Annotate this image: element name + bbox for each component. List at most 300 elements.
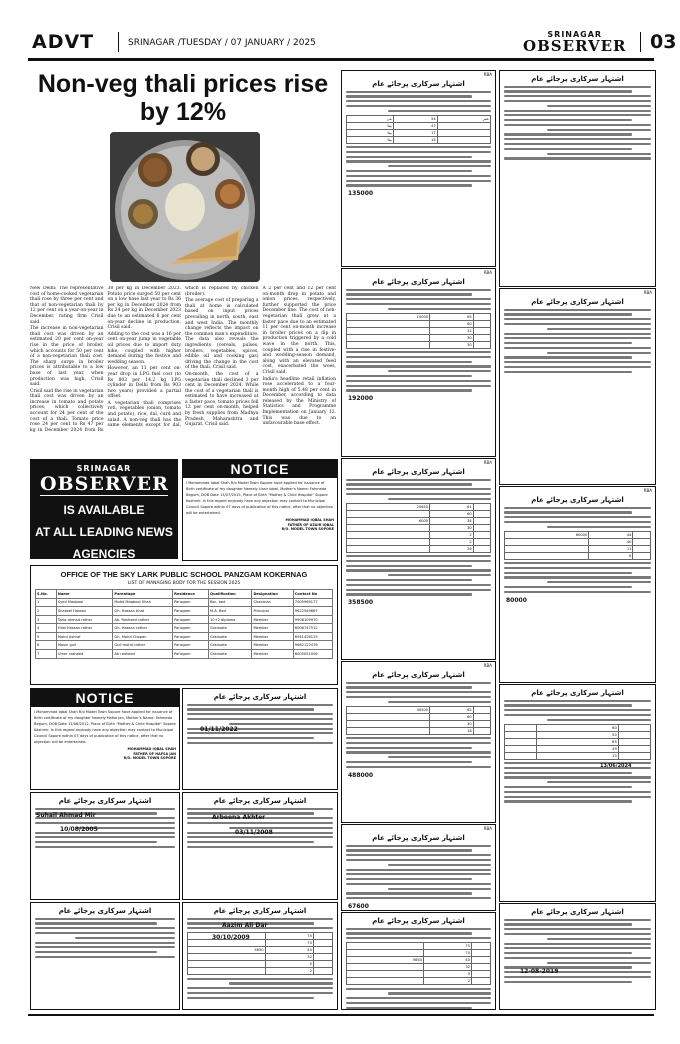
text-line — [187, 742, 333, 744]
text-line — [346, 932, 472, 934]
table-row — [347, 320, 491, 327]
text-line — [346, 160, 491, 162]
table-cell — [473, 313, 490, 320]
notice-heading: اشتہار سرکاری پرجائے عام — [531, 689, 624, 697]
text-line — [504, 572, 632, 574]
notice-title: NOTICE — [31, 689, 179, 707]
text-line — [35, 927, 175, 929]
table-row — [188, 967, 333, 974]
table-row — [36, 598, 333, 607]
amount: 488000 — [348, 771, 374, 779]
text-line — [346, 356, 491, 358]
text-line — [346, 569, 491, 571]
table-cell: 65 — [537, 738, 618, 745]
text-line — [346, 696, 491, 698]
table-cell — [471, 956, 490, 963]
text-line — [346, 151, 491, 153]
text-line — [388, 864, 491, 866]
table-row — [36, 624, 333, 633]
table-cell: 17 — [393, 129, 437, 136]
table-cell — [505, 752, 537, 759]
table-cell: بیٹا — [347, 122, 394, 129]
table-row — [347, 503, 491, 510]
text-line — [35, 956, 175, 958]
table-cell — [473, 503, 490, 510]
text-line — [504, 704, 632, 706]
text-line — [504, 567, 651, 569]
notice-tag — [500, 904, 655, 906]
applicant-name: Suhail Ahmad Mir — [36, 812, 96, 819]
text-line — [35, 808, 175, 810]
notice-signature: R/O. MODEL TOWN SOPORE — [281, 527, 334, 531]
table-cell: 6006747512 — [293, 624, 332, 633]
notice-tag: RBA — [483, 663, 492, 668]
text-line — [504, 309, 651, 311]
table-row — [347, 949, 491, 956]
promo-line: AGENCIES — [72, 547, 136, 561]
table-cell — [473, 341, 490, 348]
table-cell: بیٹا — [347, 129, 394, 136]
table-cell — [471, 942, 490, 949]
notice-heading: اشتہار سرکاری پرجائے عام — [58, 907, 152, 915]
text-line — [187, 978, 333, 980]
column-header: Name — [56, 590, 113, 599]
table-cell — [505, 731, 537, 738]
text-line — [346, 479, 491, 481]
table-cell — [347, 713, 430, 720]
thali-photo — [110, 132, 260, 282]
text-line — [346, 91, 491, 93]
table-cell: 5 — [423, 970, 471, 977]
text-line — [187, 737, 314, 739]
table-cell: 75 — [423, 942, 471, 949]
table-cell — [437, 136, 490, 143]
table-row — [347, 713, 491, 720]
text-line — [187, 822, 333, 824]
table-cell: 8 — [589, 552, 633, 559]
text-line — [346, 555, 491, 557]
table-cell: Panzgam — [173, 632, 209, 641]
text-line — [35, 932, 175, 934]
text-line — [504, 119, 632, 121]
table-cell — [473, 510, 490, 517]
notice-tag — [31, 793, 179, 795]
text-line — [346, 380, 491, 382]
table-cell: 70 — [423, 949, 471, 956]
amount: 192000 — [348, 395, 374, 403]
urdu-notice — [341, 458, 496, 660]
text-line — [346, 686, 472, 688]
table-cell: 32 — [265, 953, 313, 960]
article-paragraph: However, an 11 per cent on-year drop in LPG fuel cost (to Rs 803 per 14.2 kg LPG cylinder in Delhi from Rs 903 two years) provided a partial offset. — [107, 366, 181, 400]
table-row — [347, 341, 491, 348]
table-cell — [473, 727, 490, 734]
table-cell: Panzgam — [173, 607, 209, 616]
table-cell: Member — [252, 650, 293, 659]
text-line — [75, 937, 175, 939]
text-line — [504, 800, 632, 802]
table-cell — [473, 720, 490, 727]
table-cell: 6005051006 — [293, 650, 332, 659]
column-header: Qualification — [209, 590, 252, 599]
date-field: 12-08-2019 — [520, 968, 559, 975]
text-line — [504, 100, 651, 102]
table-cell: بٹی — [347, 115, 394, 122]
table-cell: 60 — [430, 713, 474, 720]
applicant-name: Aazim Ali Dar — [222, 922, 268, 929]
divider — [118, 32, 119, 52]
table-cell — [473, 713, 490, 720]
text-line — [346, 589, 491, 591]
text-line — [187, 704, 333, 706]
table-cell: Mohd Maqbool Shah — [113, 598, 173, 607]
notice-heading: اشتہار سرکاری پرجائے عام — [531, 496, 624, 504]
text-line — [187, 836, 333, 838]
article-paragraph: On-month, the cost of a vegetarian thali declined 3 per cent in December 2024. While the cost of a vegetarian thali is estimated to have increased at a faster pace, tomato prices fell 12 per cent on-month, helped by fresh supplies from Madhya Pradesh, Maharashtra and Gujarat, Crisil said. — [185, 371, 259, 428]
heirs-table — [504, 724, 651, 760]
table-cell: Graduate — [209, 624, 252, 633]
table-row — [347, 977, 491, 984]
table-cell: 49 — [537, 745, 618, 752]
text-line — [504, 591, 651, 593]
school-notice — [30, 565, 338, 685]
table-row — [36, 615, 333, 624]
table-row — [188, 939, 333, 946]
table-row — [347, 517, 491, 524]
text-line — [346, 293, 472, 295]
table-cell: 40 — [423, 956, 471, 963]
text-line — [346, 892, 472, 894]
table-row — [347, 136, 491, 143]
table-cell — [347, 545, 430, 552]
table-cell — [347, 327, 430, 334]
heirs-table — [504, 531, 651, 560]
text-line — [346, 761, 472, 763]
table-cell: 14 — [393, 136, 437, 143]
text-line — [504, 791, 651, 793]
urdu-notice — [499, 903, 656, 1010]
text-line — [504, 976, 651, 978]
table-row — [347, 334, 491, 341]
text-line — [346, 180, 491, 182]
table-cell: Member — [252, 632, 293, 641]
text-line — [504, 772, 632, 774]
table-row — [347, 727, 491, 734]
notice-heading: اشتہار سرکاری پرجائے عام — [372, 80, 465, 88]
column-header: Parentage — [113, 590, 173, 599]
column-header: S.No. — [36, 590, 57, 599]
notice-signature: R/O. MODEL TOWN SOPORE — [123, 756, 176, 760]
notice-tag: RBA — [483, 72, 492, 77]
table-row — [347, 129, 491, 136]
text-line — [547, 962, 652, 964]
date-line: SRINAGAR /TUESDAY / 07 JANUARY / 2025 — [128, 38, 316, 48]
table-cell — [633, 538, 651, 545]
text-line — [504, 95, 651, 97]
table-cell: 10000 — [347, 313, 430, 320]
notice-body: I Mohammad Iqbal Shah R/o Model Town Sopore have applied for issuance of Birth certificate of my daughter Namely Uzair Iqbal, Mother's Name: Fahmeda Begum, DOB Date 13/07/2015, Place of Birth "Mother & Child Hospital" Sopore Kashmir. In this regard anybody have any objection may contact to Municipal Council Sopore within 07 days of publication of this notice, after that no objection will be entertained. — [186, 481, 334, 515]
table-row — [347, 524, 491, 531]
notice-tag: RBA — [643, 290, 652, 295]
text-line — [504, 313, 632, 315]
text-line — [346, 1002, 491, 1004]
table-row — [188, 960, 333, 967]
text-line — [388, 110, 491, 112]
notice-heading: اشتہار سرکاری پرجائے عام — [213, 797, 307, 805]
text-line — [346, 742, 491, 744]
table-cell — [505, 724, 537, 731]
table-cell: 11 — [589, 545, 633, 552]
table-cell: Panzgam — [173, 624, 209, 633]
column-header: Designation — [252, 590, 293, 599]
table-row — [347, 970, 491, 977]
notice-tag — [500, 71, 655, 73]
table-cell: 54 — [393, 115, 437, 122]
text-line — [504, 138, 651, 140]
table-cell: 2 — [430, 531, 474, 538]
table-row — [188, 953, 333, 960]
table-cell: Member — [252, 641, 293, 650]
table-cell — [347, 538, 430, 545]
heirs-table — [346, 942, 491, 985]
promo-line: IS AVAILABLE — [63, 503, 145, 517]
text-line — [346, 845, 491, 847]
notice-heading: اشتہار سرکاری پرجائے عام — [372, 468, 465, 476]
table-cell: 30 — [430, 720, 474, 727]
table-cell: Graduate — [209, 632, 252, 641]
text-line — [187, 713, 333, 715]
table-cell — [347, 510, 430, 517]
text-line — [346, 937, 491, 939]
notice-tag — [183, 793, 337, 795]
notice-tag — [342, 913, 495, 915]
table-cell — [347, 977, 424, 984]
text-line — [504, 361, 651, 363]
text-line — [504, 110, 651, 112]
table-cell — [618, 724, 650, 731]
text-line — [504, 562, 651, 564]
text-line — [35, 946, 175, 948]
text-line — [346, 560, 491, 562]
article-paragraph: India's headline retail inflation rose accelerated to a four-month high of 5.48 per cent in December, according to data released by the Ministry of Statistics and Programme Implementation on January 12. This was due to an unfavourable base effect. — [262, 376, 336, 427]
table-cell — [313, 953, 332, 960]
text-line — [547, 105, 652, 107]
table-row — [347, 942, 491, 949]
urdu-notice — [30, 792, 180, 900]
article-paragraph: A vegetarian thali comprises roti, vegetables (onion, tomato and potato), rice, dal, curd and salad. A non-veg thali has the same elements except for dal, which is replaced by chicken (broiler). — [107, 286, 259, 429]
table-cell: 65 — [430, 313, 474, 320]
urdu-notice — [341, 70, 496, 267]
table-cell — [347, 942, 424, 949]
table-cell: بیٹا — [347, 136, 394, 143]
notice-heading: اشتہار سرکاری پرجائے عام — [372, 671, 465, 679]
text-line — [346, 593, 472, 595]
amount: 358500 — [348, 599, 374, 607]
table-cell — [618, 745, 650, 752]
date-field: 01/11/2022 — [200, 726, 238, 733]
text-line — [187, 997, 314, 999]
table-cell: Mosin gull — [56, 641, 113, 650]
urdu-notice — [499, 684, 656, 902]
table-cell: 70 — [265, 939, 313, 946]
text-line — [547, 581, 652, 583]
table-cell — [618, 731, 650, 738]
text-line — [346, 488, 491, 490]
text-line — [388, 992, 491, 994]
text-line — [504, 521, 651, 523]
notice-heading: اشتہار سرکاری پرجائے عام — [58, 797, 152, 805]
table-cell: 30 — [430, 341, 474, 348]
table-cell — [188, 967, 266, 974]
table-cell: 40500 — [347, 706, 430, 713]
text-line — [504, 157, 651, 159]
text-line — [346, 365, 491, 367]
table-row — [505, 552, 651, 559]
urdu-notice — [182, 902, 338, 1010]
table-cell — [473, 517, 490, 524]
text-line — [388, 308, 491, 310]
text-line — [229, 723, 333, 725]
table-cell: 9622549667 — [293, 607, 332, 616]
text-line — [346, 95, 472, 97]
table-cell: 2 — [430, 538, 474, 545]
text-line — [187, 708, 314, 710]
text-line — [35, 922, 157, 924]
masthead-city: SRINAGAR — [547, 30, 603, 39]
table-cell — [347, 727, 430, 734]
text-line — [504, 342, 632, 344]
divider — [640, 32, 641, 52]
text-line — [35, 942, 175, 944]
text-line — [346, 873, 491, 875]
column-header: Residence — [173, 590, 209, 599]
text-line — [346, 175, 491, 177]
table-cell: 40 — [589, 538, 633, 545]
text-line — [504, 714, 651, 716]
column-header: Contact No — [293, 590, 332, 599]
text-line — [346, 897, 491, 899]
text-line — [35, 918, 175, 920]
table-cell — [471, 949, 490, 956]
page-number: 03 — [650, 31, 677, 53]
text-line — [346, 298, 491, 300]
heirs-table — [346, 503, 491, 553]
text-line — [388, 888, 491, 890]
notice-heading: اشتہار سرکاری پرجائے عام — [531, 75, 624, 83]
text-line — [547, 781, 652, 783]
table-cell: 60 — [430, 320, 474, 327]
table-cell — [505, 552, 589, 559]
text-line — [504, 776, 651, 778]
text-line — [504, 124, 651, 126]
notice-heading: اشتہار سرکاری پرجائے عام — [372, 834, 465, 842]
table-row — [505, 738, 651, 745]
notice-signature: MOHAMMAD IQBAL SHAH — [127, 747, 176, 751]
text-line — [35, 846, 175, 848]
text-line — [346, 303, 491, 305]
notice-heading: اشتہار سرکاری پرجائے عام — [531, 298, 624, 306]
notice-heading: اشتہار سرکاری پرجائے عام — [372, 278, 465, 286]
table-cell — [347, 334, 430, 341]
table-cell: 13 — [537, 752, 618, 759]
table-cell: عمر — [437, 115, 490, 122]
text-line — [35, 822, 175, 824]
text-line — [547, 938, 652, 940]
table-cell: 30 — [430, 524, 474, 531]
notice-signature: FATHER OF UZAIR IQBAL — [287, 522, 334, 527]
amount: 80000 — [506, 596, 527, 604]
notice-tag — [183, 903, 337, 905]
text-line — [547, 129, 652, 131]
table-row — [347, 545, 491, 552]
table-row — [347, 963, 491, 970]
text-line — [346, 565, 472, 567]
table-cell: Member — [252, 615, 293, 624]
urdu-notice — [341, 824, 496, 911]
text-line — [504, 709, 651, 711]
table-cell: Shakeel Hassan — [56, 607, 113, 616]
table-cell: 7005969177 — [293, 598, 332, 607]
urdu-notice — [30, 902, 180, 1010]
table-cell: Ab. Rasheed rather — [113, 615, 173, 624]
text-line — [187, 841, 314, 843]
promo-city: SRINAGAR — [76, 464, 132, 473]
notice-tag: RBA — [483, 270, 492, 275]
text-line — [504, 943, 651, 945]
text-line — [346, 854, 491, 856]
table-cell — [347, 320, 430, 327]
promo-line: AT ALL LEADING NEWS — [35, 525, 173, 539]
text-line — [388, 756, 491, 758]
bottom-rule — [28, 1014, 654, 1016]
text-line — [346, 493, 491, 495]
text-line — [504, 511, 632, 513]
text-line — [346, 751, 491, 753]
table-row — [505, 545, 651, 552]
text-line — [187, 846, 333, 848]
notice-heading: اشتہار سرکاری پرجائے عام — [213, 907, 307, 915]
text-line — [187, 918, 333, 920]
table-cell: 6000 — [347, 517, 430, 524]
table-cell: Gh. Hassan bhat — [113, 607, 173, 616]
table-cell — [313, 967, 332, 974]
text-line — [346, 878, 472, 880]
notice-tag: RBA — [483, 826, 492, 831]
table-row — [347, 538, 491, 545]
masthead-name: OBSERVER — [523, 37, 627, 55]
notice-tag: RBA — [643, 488, 652, 493]
table-cell: Gull mohd rather — [113, 641, 173, 650]
urdu-notice — [499, 486, 656, 683]
table-cell — [313, 932, 332, 939]
table-cell — [473, 320, 490, 327]
text-line — [504, 371, 632, 373]
article-paragraph: Crisil said the rise in vegetarian thali cost was driven by an increase in tomato and potato prices, which collectively account for 24 per cent of the cost of a thali. Tomato price rose 24 per cent to Rs 47 per kg in December 2024 from Rs 38 per kg in December 2023. Potato price surged 50 per cent on a low base last year to Rs 36 per kg in December 2024 from Rs 24 per kg in December 2023 due to an estimated 6 per cent on-year decline in production, Crisil said. — [30, 286, 181, 433]
table-cell — [473, 531, 490, 538]
section-label: ADVT — [32, 31, 95, 53]
promo-box — [30, 459, 178, 559]
text-line — [346, 184, 472, 186]
table-row — [505, 731, 651, 738]
urdu-notice — [341, 912, 496, 1010]
text-line — [504, 923, 632, 925]
text-line — [346, 766, 491, 768]
table-row — [505, 752, 651, 759]
table-cell — [473, 706, 490, 713]
text-line — [346, 483, 472, 485]
text-line — [35, 951, 157, 953]
table-cell: 40 — [265, 946, 313, 953]
